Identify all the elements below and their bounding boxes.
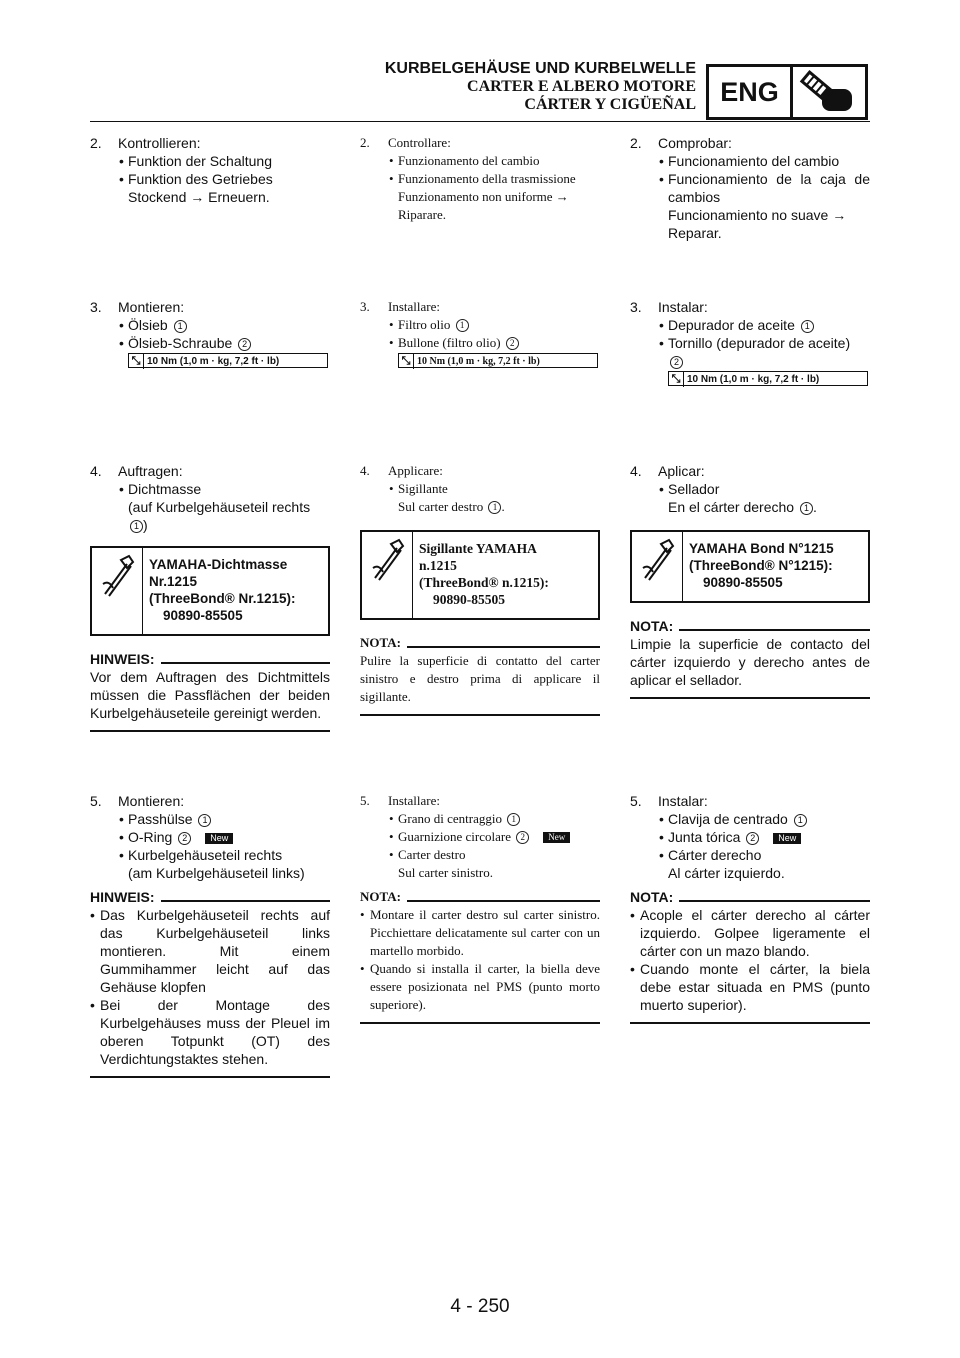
ref-marker: 2 [178, 832, 191, 845]
engine-wrench-icon [793, 67, 865, 117]
torque-wrench-icon: ⤡ [669, 372, 684, 387]
note-heading: HINWEIS: [90, 650, 330, 668]
it-step-3: 3. Installare: • Filtro olio 1 • Bullone (filtro olio) 2 ⤡ 10 Nm (1,0 m · kg, 7,2 ft · lb) [360, 298, 600, 368]
ref-marker: 1 [801, 320, 814, 333]
ref-marker: 1 [800, 502, 813, 515]
note-bullet: • Bei der Montage des Kurbelgehäuses muss der Pleuel im oberen Totpunkt (OT) des Verdichtungstaktes stehen. [90, 996, 330, 1068]
ref-marker: 1 [794, 814, 807, 827]
ref-marker: 2 [746, 832, 759, 845]
de-step-4: 4. Auftragen: • Dichtmasse (auf Kurbelgehäuseteil rechts 1 ) YAMAHA-Dichtmasse Nr.1215 (ThreeBond® Nr.1215): 90890-85505 HINWEIS: Vor dem Auftragen des Dichtmittels müssen die Passflächen der beiden Kurbelgehäuseteile gereinigt werden. [90, 462, 330, 732]
new-part-badge: New [773, 833, 801, 844]
sealant-tube-icon [362, 532, 413, 618]
section-title-it: CARTER E ALBERO MOTORE [467, 78, 696, 95]
note-end-rule [90, 1076, 330, 1078]
note-heading: NOTA: [630, 888, 870, 906]
es-step-5: 5. Instalar: • Clavija de centrado 1 • Junta tórica 2 New • Cárter derecho Al cárter izquierdo. NOTA: • Acople el cárter derecho al cárter izquierdo. Golpee ligeramente el cárter con un mazo blando. • Cuando monte el cárter, la biela debe estar situada en PMS (punto muerto superior). [630, 792, 870, 1024]
ref-marker: 1 [174, 320, 187, 333]
de-step-2: 2. Kontrollieren: • Funktion der Schaltung • Funktion des Getriebes Stockend → Erneuern. [90, 134, 330, 206]
es-step-4: 4. Aplicar: • Sellador En el cárter derecho 1 . YAMAHA Bond N°1215 (ThreeBond® N°1215): 90890-85505 NOTA: Limpie la superficie de contacto del cárter izquierdo y derecho antes de aplicar el sellador. [630, 462, 870, 699]
torque-wrench-icon: ⤡ [399, 354, 414, 369]
it-step-5: 5. Installare: • Grano di centraggio 1 • Guarnizione circolare 2 New • Carter destro Sul carter sinistro. NOTA: • Montare il carter destro sul carter sinistro. Picchiettare delicatamente sul carter con un martello morbido. • Quando si installa il carter, la biella deve essere posizionata nel PMS (punto morto superiore). [360, 792, 600, 1024]
note-bullet: • Montare il carter destro sul carter sinistro. Picchiettare delicatamente sul carter con un martello morbido. [360, 906, 600, 960]
note-end-rule [360, 714, 600, 716]
torque-wrench-icon: ⤡ [129, 354, 144, 369]
note-text: Limpie la superficie de contacto del cárter izquierdo y derecho antes de aplicar el sellador. [630, 636, 870, 688]
note-bullet: • Das Kurbelgehäuseteil rechts auf das Kurbelgehäuseteil links montieren. Mit einem Gummihammer leicht auf das Gehäuse klopfen [90, 906, 330, 996]
header-rule [90, 121, 870, 122]
torque-spec: ⤡ 10 Nm (1,0 m · kg, 7,2 ft · lb) [398, 353, 598, 368]
ref-marker: 2 [670, 356, 683, 369]
torque-spec: ⤡ 10 Nm (1,0 m · kg, 7,2 ft · lb) [128, 353, 328, 368]
it-step-4: 4. Applicare: • Sigillante Sul carter destro 1 . Sigillante YAMAHA n.1215 (ThreeBond® n.1215): 90890-85505 NOTA: Pulire la superficie di contatto del carter sinistro e destro prima di applicare il sigillante. [360, 462, 600, 716]
ref-marker: 1 [456, 319, 469, 332]
note-text: Vor dem Auftragen des Dichtmittels müssen die Passflächen der beiden Kurbelgehäuseteile gereinigt werden. [90, 669, 330, 721]
note-bullet: • Cuando monte el cárter, la biela debe estar situada en PMS (punto muerto superior). [630, 960, 870, 1014]
note-end-rule [630, 1022, 870, 1024]
ref-marker: 2 [238, 338, 251, 351]
page-number: 4 - 250 [450, 1296, 510, 1317]
note-heading: HINWEIS: [90, 888, 330, 906]
note-text: Pulire la superficie di contatto del carter sinistro e destro prima di applicare il sigillante. [360, 653, 600, 704]
note-heading: NOTA: [630, 617, 870, 635]
ref-marker: 1 [488, 501, 501, 514]
ref-marker: 2 [506, 337, 519, 350]
section-title-de: KURBELGEHÄUSE UND KURBELWELLE [384, 60, 696, 77]
note-heading: NOTA: [360, 634, 600, 652]
sealant-tube-icon [92, 548, 143, 634]
language-badge [706, 64, 868, 120]
ref-marker: 1 [198, 814, 211, 827]
sealant-box: YAMAHA Bond N°1215 (ThreeBond® N°1215): 90890-85505 [630, 530, 870, 603]
note-bullet: • Acople el cárter derecho al cárter izquierdo. Golpee ligeramente el cárter con un mazo blando. [630, 906, 870, 960]
de-step-5: 5. Montieren: • Passhülse 1 • O-Ring 2 New • Kurbelgehäuseteil rechts (am Kurbelgehäuseteil links) HINWEIS: • Das Kurbelgehäuseteil rechts auf das Kurbelgehäuseteil links montieren. Mit einem Gummihammer leicht auf das Gehäuse klopfen • Bei der Montage des Kurbelgehäuses muss der Pleuel im oberen Totpunkt (OT) des Verdichtungstaktes stehen. [90, 792, 330, 1078]
de-step-3: 3. Montieren: • Ölsieb 1 • Ölsieb-Schraube 2 ⤡ 10 Nm (1,0 m · kg, 7,2 ft · lb) [90, 298, 330, 368]
note-end-rule [90, 730, 330, 732]
es-step-2: 2. Comprobar: • Funcionamiento del cambio • Funcionamiento de la caja de cambios Funcionamiento no suave → Reparar. [630, 134, 870, 242]
sealant-box: Sigillante YAMAHA n.1215 (ThreeBond® n.1215): 90890-85505 [360, 530, 600, 620]
note-heading: NOTA: [360, 888, 600, 906]
new-part-badge: New [543, 832, 570, 843]
note-end-rule [630, 697, 870, 699]
ref-marker: 2 [516, 831, 529, 844]
note-end-rule [360, 1022, 600, 1024]
es-step-3: 3. Instalar: • Depurador de aceite 1 • Tornillo (depurador de aceite) 2 ⤡ 10 Nm (1,0 m · kg, 7,2 ft · lb) [630, 298, 870, 386]
it-step-2: 2. Controllare: • Funzionamento del cambio • Funzionamento della trasmissione Funzionamento non uniforme → Riparare. [360, 134, 600, 224]
ref-marker: 1 [507, 813, 520, 826]
torque-spec: ⤡ 10 Nm (1,0 m · kg, 7,2 ft · lb) [668, 371, 868, 386]
language-label: ENG [709, 67, 793, 117]
note-bullet: • Quando si installa il carter, la biella deve essere posizionata nel PMS (punto morto superiore). [360, 960, 600, 1014]
sealant-tube-icon [632, 532, 683, 601]
section-title-es: CÁRTER Y CIGÜEÑAL [524, 96, 696, 113]
sealant-box: YAMAHA-Dichtmasse Nr.1215 (ThreeBond® Nr.1215): 90890-85505 [90, 546, 330, 636]
new-part-badge: New [205, 833, 233, 844]
ref-marker: 1 [130, 520, 143, 533]
